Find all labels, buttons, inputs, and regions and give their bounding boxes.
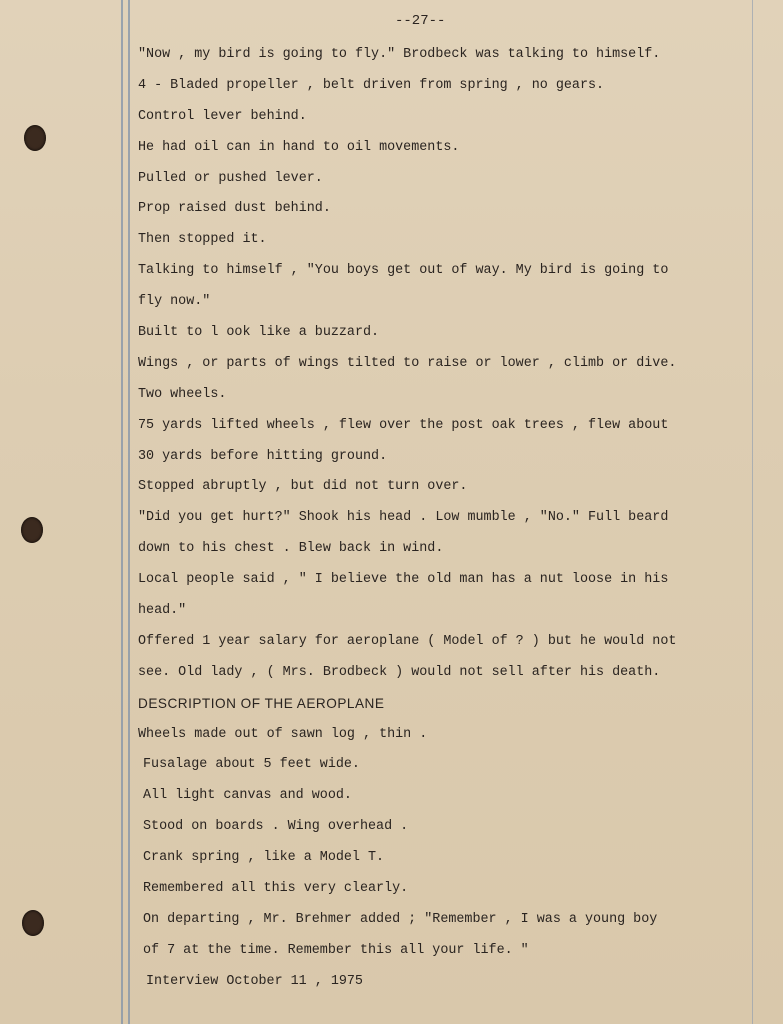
interview-date-line: Interview October 11 , 1975: [146, 973, 363, 989]
margin-rule-left-inner: [128, 0, 130, 1024]
text-line: 4 - Bladed propeller , belt driven from spring , no gears.: [138, 77, 605, 93]
text-line: Two wheels.: [138, 386, 227, 402]
page-number: --27--: [395, 13, 446, 29]
text-line: Then stopped it.: [138, 232, 267, 248]
text-line: Remembered all this very clearly.: [143, 881, 409, 897]
text-line: On departing , Mr. Brehmer added ; "Remember , I was a young boy: [143, 911, 658, 927]
binder-hole-middle: [21, 517, 43, 543]
text-line: He had oil can in hand to oil movements.: [138, 139, 460, 155]
text-line: All light canvas and wood.: [143, 788, 352, 804]
text-line: Wings , or parts of wings tilted to raise or lower , climb or dive.: [138, 355, 677, 371]
text-line: Local people said , " I believe the old man has a nut loose in his: [138, 572, 669, 588]
text-line: Built to l ook like a buzzard.: [138, 325, 380, 341]
text-line: Prop raised dust behind.: [138, 201, 331, 217]
text-line: Stopped abruptly , but did not turn over.: [138, 479, 468, 495]
text-line: head.": [138, 603, 187, 619]
text-line: Stood on boards . Wing overhead .: [143, 819, 409, 835]
text-line: "Now , my bird is going to fly." Brodbeck was talking to himself.: [138, 47, 661, 62]
binder-hole-top: [24, 125, 46, 151]
margin-rule-left-outer: [121, 0, 123, 1024]
text-line: Control lever behind.: [138, 108, 307, 124]
text-line: fly now.": [138, 294, 211, 310]
text-line: see. Old lady , ( Mrs. Brodbeck ) would not sell after his death.: [138, 664, 661, 680]
text-line: "Did you get hurt?" Shook his head . Low mumble , "No." Full beard: [138, 510, 669, 526]
text-line: down to his chest . Blew back in wind.: [138, 541, 444, 557]
section-heading: DESCRIPTION OF THE AEROPLANE: [138, 695, 385, 711]
text-line: 30 yards before hitting ground.: [138, 448, 388, 464]
text-line: Crank spring , like a Model T.: [143, 850, 385, 866]
binder-hole-bottom: [22, 910, 44, 936]
text-line: 75 yards lifted wheels , flew over the post oak trees , flew about: [138, 417, 669, 433]
text-line: Wheels made out of sawn log , thin .: [138, 726, 428, 742]
text-line: Fusalage about 5 feet wide.: [143, 757, 360, 773]
text-line: Talking to himself , "You boys get out of way. My bird is going to: [138, 263, 669, 279]
text-line: Pulled or pushed lever.: [138, 170, 323, 186]
typed-text-body: [138, 45, 758, 1003]
text-line: of 7 at the time. Remember this all your life. ": [143, 942, 529, 958]
text-line: Offered 1 year salary for aeroplane ( Model of ? ) but he would not: [138, 633, 677, 649]
